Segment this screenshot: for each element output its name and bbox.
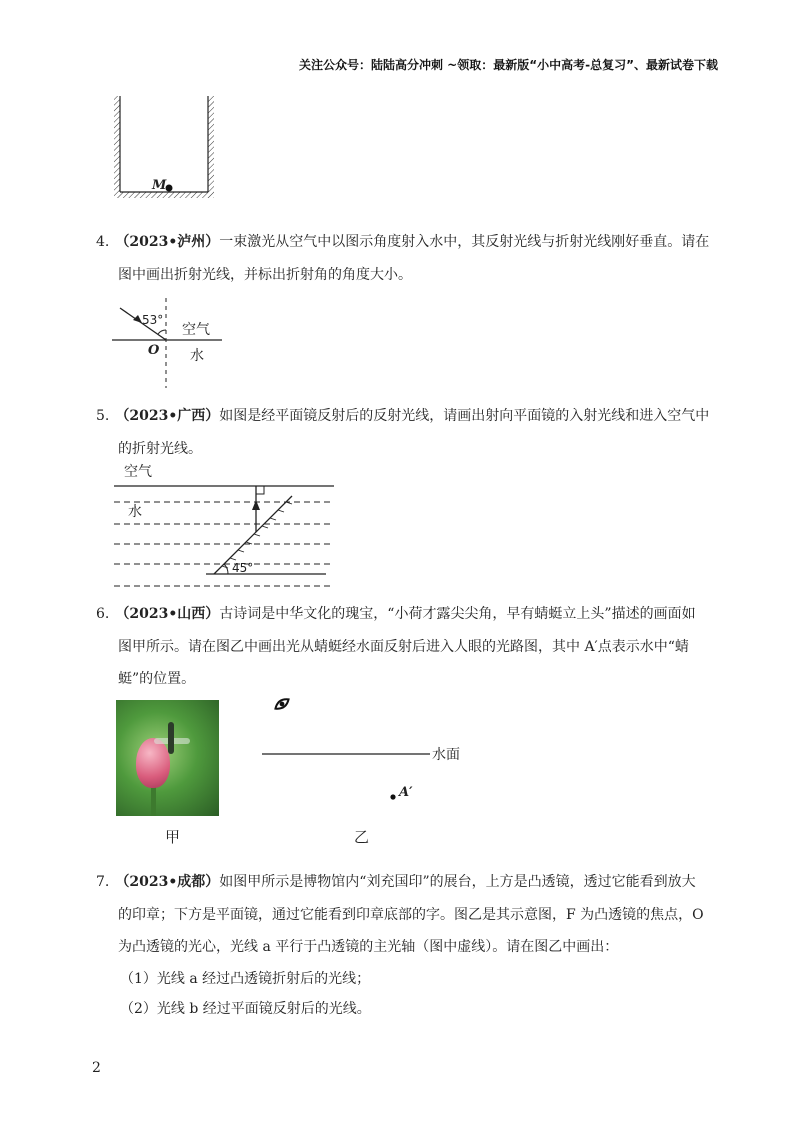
q5-text-line1: 如图是经平面镜反射后的反射光线，请画出射向平面镜的入射光线和进入空气中 (219, 408, 710, 424)
q4-source: （2023•泸州） (115, 234, 220, 250)
mirror-hatch (222, 502, 292, 568)
right-wall-hatch (208, 96, 214, 192)
lotus-dragonfly-photo (116, 700, 219, 816)
caption-yi: 乙 (354, 828, 370, 846)
q5-water-label: 水 (128, 504, 142, 520)
q7-source: （2023•成都） (115, 874, 220, 890)
q7-text-line1: 如图甲所示是博物馆内“刘充国印”的展台，上方是凸透镜，透过它能看到放大 (219, 874, 696, 890)
right-angle-mark (256, 486, 264, 494)
incident-arrow (133, 315, 142, 323)
q5-angle-label: 45° (232, 561, 254, 575)
q4-number: 4. (96, 234, 110, 250)
q4-angle-label: 53° (142, 313, 164, 327)
q4-diagram (112, 296, 232, 388)
q7-text-line3: 为凸透镜的光心，光线 a 平行于凸透镜的主光轴（图中虚线）。请在图乙中画出： (118, 939, 619, 955)
angle-arc (158, 330, 166, 334)
q6-surface-label: 水面 (432, 747, 460, 763)
question-4 (96, 226, 716, 258)
q5-text-line2: 的折射光线。 (118, 441, 202, 457)
caption-jia: 甲 (165, 828, 181, 846)
q4-text-line1: 一束激光从空气中以图示角度射入水中，其反射光线与折射光线刚好垂直。请在 (219, 234, 710, 250)
eye-icon (273, 697, 290, 712)
q7-number: 7. (96, 874, 110, 890)
q4-air-label: 空气 (182, 322, 210, 338)
q7-subquestion-2: （2）光线 b 经过平面镜反射后的光线。 (120, 1001, 371, 1017)
q6-source: （2023•山西） (115, 606, 220, 622)
q7-subquestion-1: （1）光线 a 经过凸透镜折射后的光线； (120, 971, 371, 987)
q4-water-label: 水 (190, 348, 204, 364)
q5-number: 5. (96, 408, 110, 424)
point-m-label: M (152, 178, 167, 193)
container-figure (110, 92, 220, 202)
page-header: 关注公众号：陆陆高分冲刺 ~领取：最新版“小中高考-总复习”、最新试卷下载 (299, 58, 718, 72)
question-7 (96, 866, 716, 898)
q5-source: （2023•广西） (115, 408, 220, 424)
q4-text-line2: 图中画出折射光线，并标出折射角的角度大小。 (118, 267, 412, 283)
q6-text-line1: 古诗词是中华文化的瑰宝，“小荷才露尖尖角，早有蜻蜓立上头”描述的画面如 (219, 606, 696, 622)
q5-diagram (114, 462, 338, 592)
question-6 (96, 598, 716, 630)
question-5 (96, 400, 716, 432)
ball-m (166, 185, 173, 192)
q6-text-line3: 蜓”的位置。 (118, 671, 196, 687)
q6-diagram (260, 688, 480, 808)
q6-text-line2: 图甲所示。请在图乙中画出光从蜻蜓经水面反射后进入人眼的光路图，其中 A′点表示水中“蜻 (118, 639, 689, 655)
point-a-prime (390, 794, 395, 799)
q4-point-o-label: O (148, 343, 160, 358)
left-wall-hatch (114, 96, 120, 192)
q7-text-line2: 的印章；下方是平面镜，通过它能看到印章底部的字。图乙是其示意图，F 为凸透镜的焦点，O (118, 907, 704, 923)
q6-point-label: A′ (399, 785, 413, 800)
page-number: 2 (92, 1060, 101, 1076)
q6-number: 6. (96, 606, 110, 622)
q5-air-label: 空气 (124, 464, 152, 480)
